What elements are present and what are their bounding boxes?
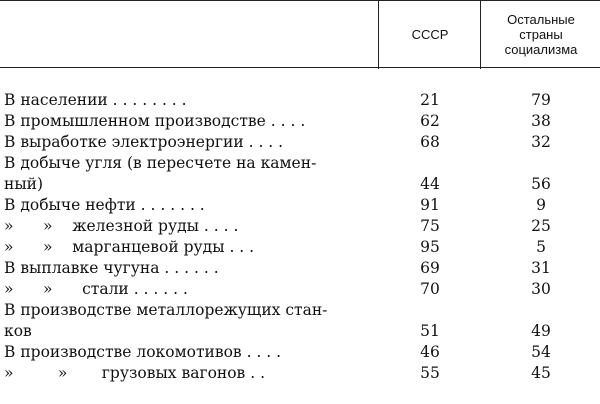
ussr-share-value: 21 (420, 91, 440, 109)
header-other-line1: Остальные (507, 11, 575, 27)
row-label: » » марганцевой руды . . . (4, 238, 255, 256)
table-row (0, 153, 600, 195)
ussr-share-value: 46 (420, 343, 440, 361)
row-label: » » железной руды . . . . (4, 217, 239, 235)
other-countries-share-value: 54 (531, 343, 551, 361)
header-ussr (380, 1, 480, 67)
other-countries-share-value: 9 (536, 196, 546, 214)
other-countries-share-value: 45 (531, 364, 551, 382)
table-row (0, 90, 600, 111)
table-row (0, 342, 600, 363)
row-label: В добыче угля (в пересчете на камен- (4, 154, 317, 172)
table-body (0, 90, 600, 384)
table-row (0, 258, 600, 279)
row-label: » » грузовых вагонов . . (4, 364, 265, 382)
ussr-share-value: 95 (420, 238, 440, 256)
other-countries-share-value: 38 (531, 112, 551, 130)
ussr-share-value: 68 (420, 133, 440, 151)
other-countries-share-value: 5 (536, 238, 546, 256)
other-countries-share-value: 79 (531, 91, 551, 109)
table-row (0, 300, 600, 342)
table-header (0, 0, 600, 68)
row-label: В выплавке чугуна . . . . . . (4, 259, 219, 277)
ussr-share-value: 51 (420, 322, 440, 340)
row-label: » » стали . . . . . . (4, 280, 188, 298)
row-label: В населении . . . . . . . . (4, 91, 187, 109)
column-divider (378, 1, 379, 69)
header-ussr-label: СССР (411, 26, 449, 42)
header-other-line2: страны (519, 26, 563, 42)
ussr-share-value: 70 (420, 280, 440, 298)
ussr-share-value: 91 (420, 196, 440, 214)
row-label: В производстве металлорежущих стан- (4, 301, 328, 319)
row-label: В производстве локомотивов . . . . (4, 343, 282, 361)
table-row (0, 111, 600, 132)
header-other-countries (482, 1, 600, 67)
other-countries-share-value: 56 (531, 175, 551, 193)
ussr-share-value: 44 (420, 175, 440, 193)
table-row (0, 363, 600, 384)
table-row (0, 216, 600, 237)
table-row (0, 132, 600, 153)
table-row (0, 279, 600, 300)
header-other-line3: социализма (504, 41, 578, 57)
row-label-continuation: ный) (4, 175, 44, 193)
other-countries-share-value: 49 (531, 322, 551, 340)
row-label: В выработке электроэнергии . . . . (4, 133, 284, 151)
other-countries-share-value: 25 (531, 217, 551, 235)
ussr-share-value: 69 (420, 259, 440, 277)
ussr-share-value: 62 (420, 112, 440, 130)
other-countries-share-value: 30 (531, 280, 551, 298)
row-label: В промышленном производстве . . . . (4, 112, 306, 130)
other-countries-share-value: 31 (531, 259, 551, 277)
table-row (0, 237, 600, 258)
table-row (0, 195, 600, 216)
ussr-share-value: 55 (420, 364, 440, 382)
ussr-share-value: 75 (420, 217, 440, 235)
row-label: В добыче нефти . . . . . . . (4, 196, 205, 214)
other-countries-share-value: 32 (531, 133, 551, 151)
row-label-continuation: ков (4, 322, 32, 340)
column-divider (480, 1, 481, 69)
